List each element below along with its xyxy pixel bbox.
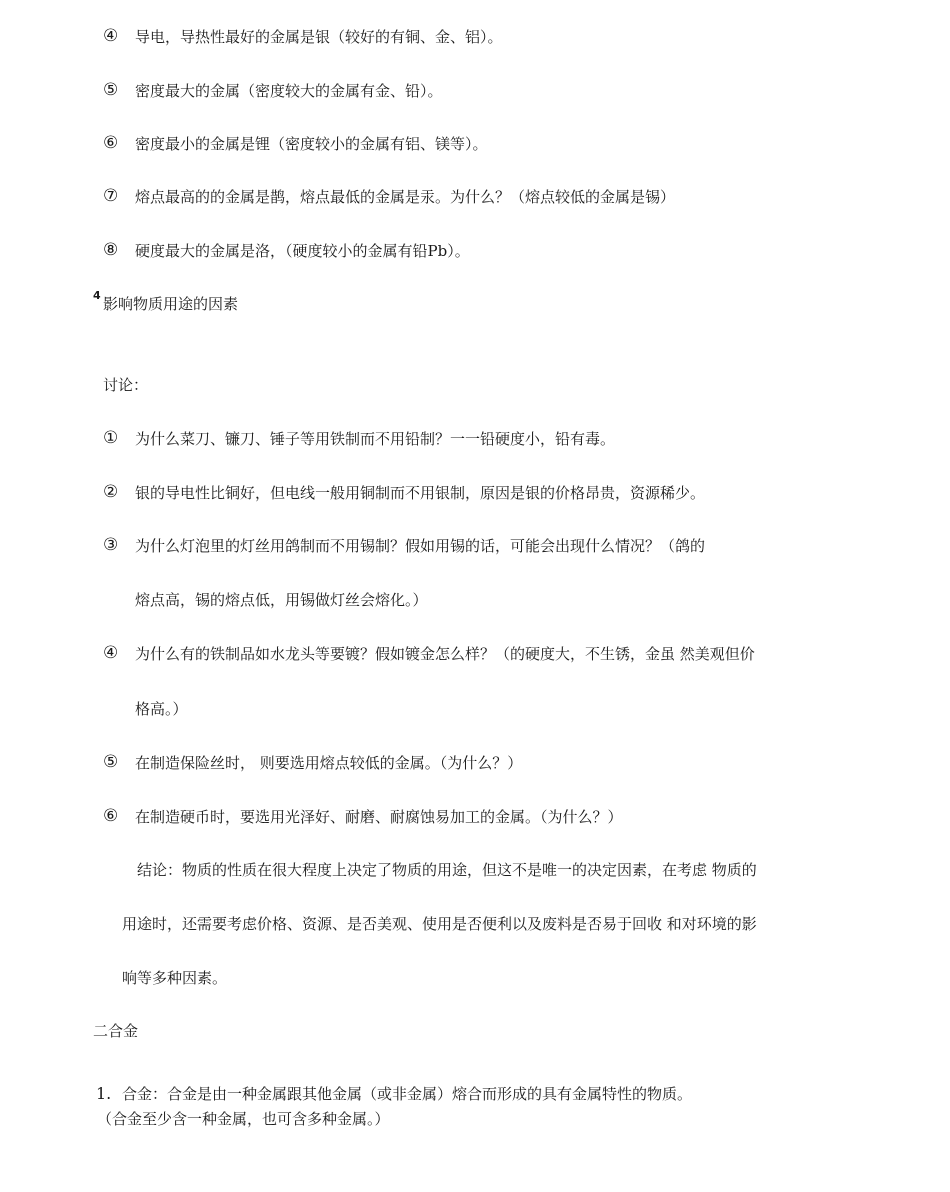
property-item-conductivity: 导电，导热性最好的金属是银（较好的有铜、金、铝）。 xyxy=(135,28,503,46)
discussion-item-text: 格高。） xyxy=(135,700,188,718)
list-marker: ③ xyxy=(103,535,119,555)
list-marker: ① xyxy=(103,428,119,448)
discussion-item-text: 熔点高，锡的熔点低，用锡做灯丝会熔化。） xyxy=(135,591,428,609)
section-number: 4 xyxy=(93,289,101,302)
section-heading: 二合金 xyxy=(93,1022,139,1040)
property-item-max-density: 密度最大的金属（密度较大的金属有金、铅）。 xyxy=(135,82,443,100)
discussion-item-text: 银的导电性比铜好，但电线一般用铜制而不用银制，原因是银的价格昂贵，资源稀少。 xyxy=(135,484,706,502)
discussion-label: 讨论： xyxy=(103,376,149,394)
list-marker: ⑦ xyxy=(103,186,119,206)
alloy-definition: 合金：合金是由一种金属跟其他金属（或非金属）熔合而形成的具有金属特性的物质。 xyxy=(122,1085,693,1103)
list-marker: ② xyxy=(103,482,119,502)
discussion-item-text: 为什么有的铁制品如水龙头等要镀？假如镀金怎么样？（的硬度大，不生锈，金虽 然美观但价 xyxy=(135,645,755,663)
list-marker: ⑥ xyxy=(103,133,119,153)
list-marker: ⑧ xyxy=(103,240,119,260)
discussion-item-text: 在制造硬币时，要选用光泽好、耐磨、耐腐蚀易加工的金属。（为什么？） xyxy=(135,808,623,826)
list-marker: ④ xyxy=(103,643,119,663)
list-marker: ⑤ xyxy=(103,752,119,772)
property-item-min-density: 密度最小的金属是锂（密度较小的金属有铝、镁等）。 xyxy=(135,135,488,153)
conclusion-text: 结论：物质的性质在很大程度上决定了物质的用途，但这不是唯一的决定因素，在考虑 物质的 xyxy=(137,861,757,879)
property-item-hardness: 硬度最大的金属是洛，（硬度较小的金属有铅Pb）。 xyxy=(135,242,470,260)
discussion-item-text: 为什么菜刀、镰刀、锤子等用铁制而不用铅制？一一铅硬度小，铅有毒。 xyxy=(135,430,616,448)
list-marker: ⑥ xyxy=(103,806,119,826)
conclusion-text: 用途时，还需要考虑价格、资源、是否美观、使用是否便利以及废料是否易于回收 和对环境的影 xyxy=(122,915,757,933)
property-item-melting-point: 熔点最高的的金属是鹊，熔点最低的金属是汞。为什么？（熔点较低的金属是锡） xyxy=(135,188,676,206)
list-marker: ⑤ xyxy=(103,80,119,100)
section-heading: 影响物质用途的因素 xyxy=(103,295,239,313)
alloy-note: （合金至少含一种金属，也可含多种金属。） xyxy=(97,1110,390,1128)
item-number: 1. xyxy=(96,1084,112,1103)
discussion-item-text: 为什么灯泡里的灯丝用鸽制而不用锡制？假如用锡的话，可能会出现什么情况？（鸽的 xyxy=(135,537,706,555)
list-marker: ④ xyxy=(103,26,119,46)
conclusion-text: 响等多种因素。 xyxy=(122,969,228,987)
discussion-item-text: 在制造保险丝时， 则要选用熔点较低的金属。（为什么？） xyxy=(135,754,523,772)
